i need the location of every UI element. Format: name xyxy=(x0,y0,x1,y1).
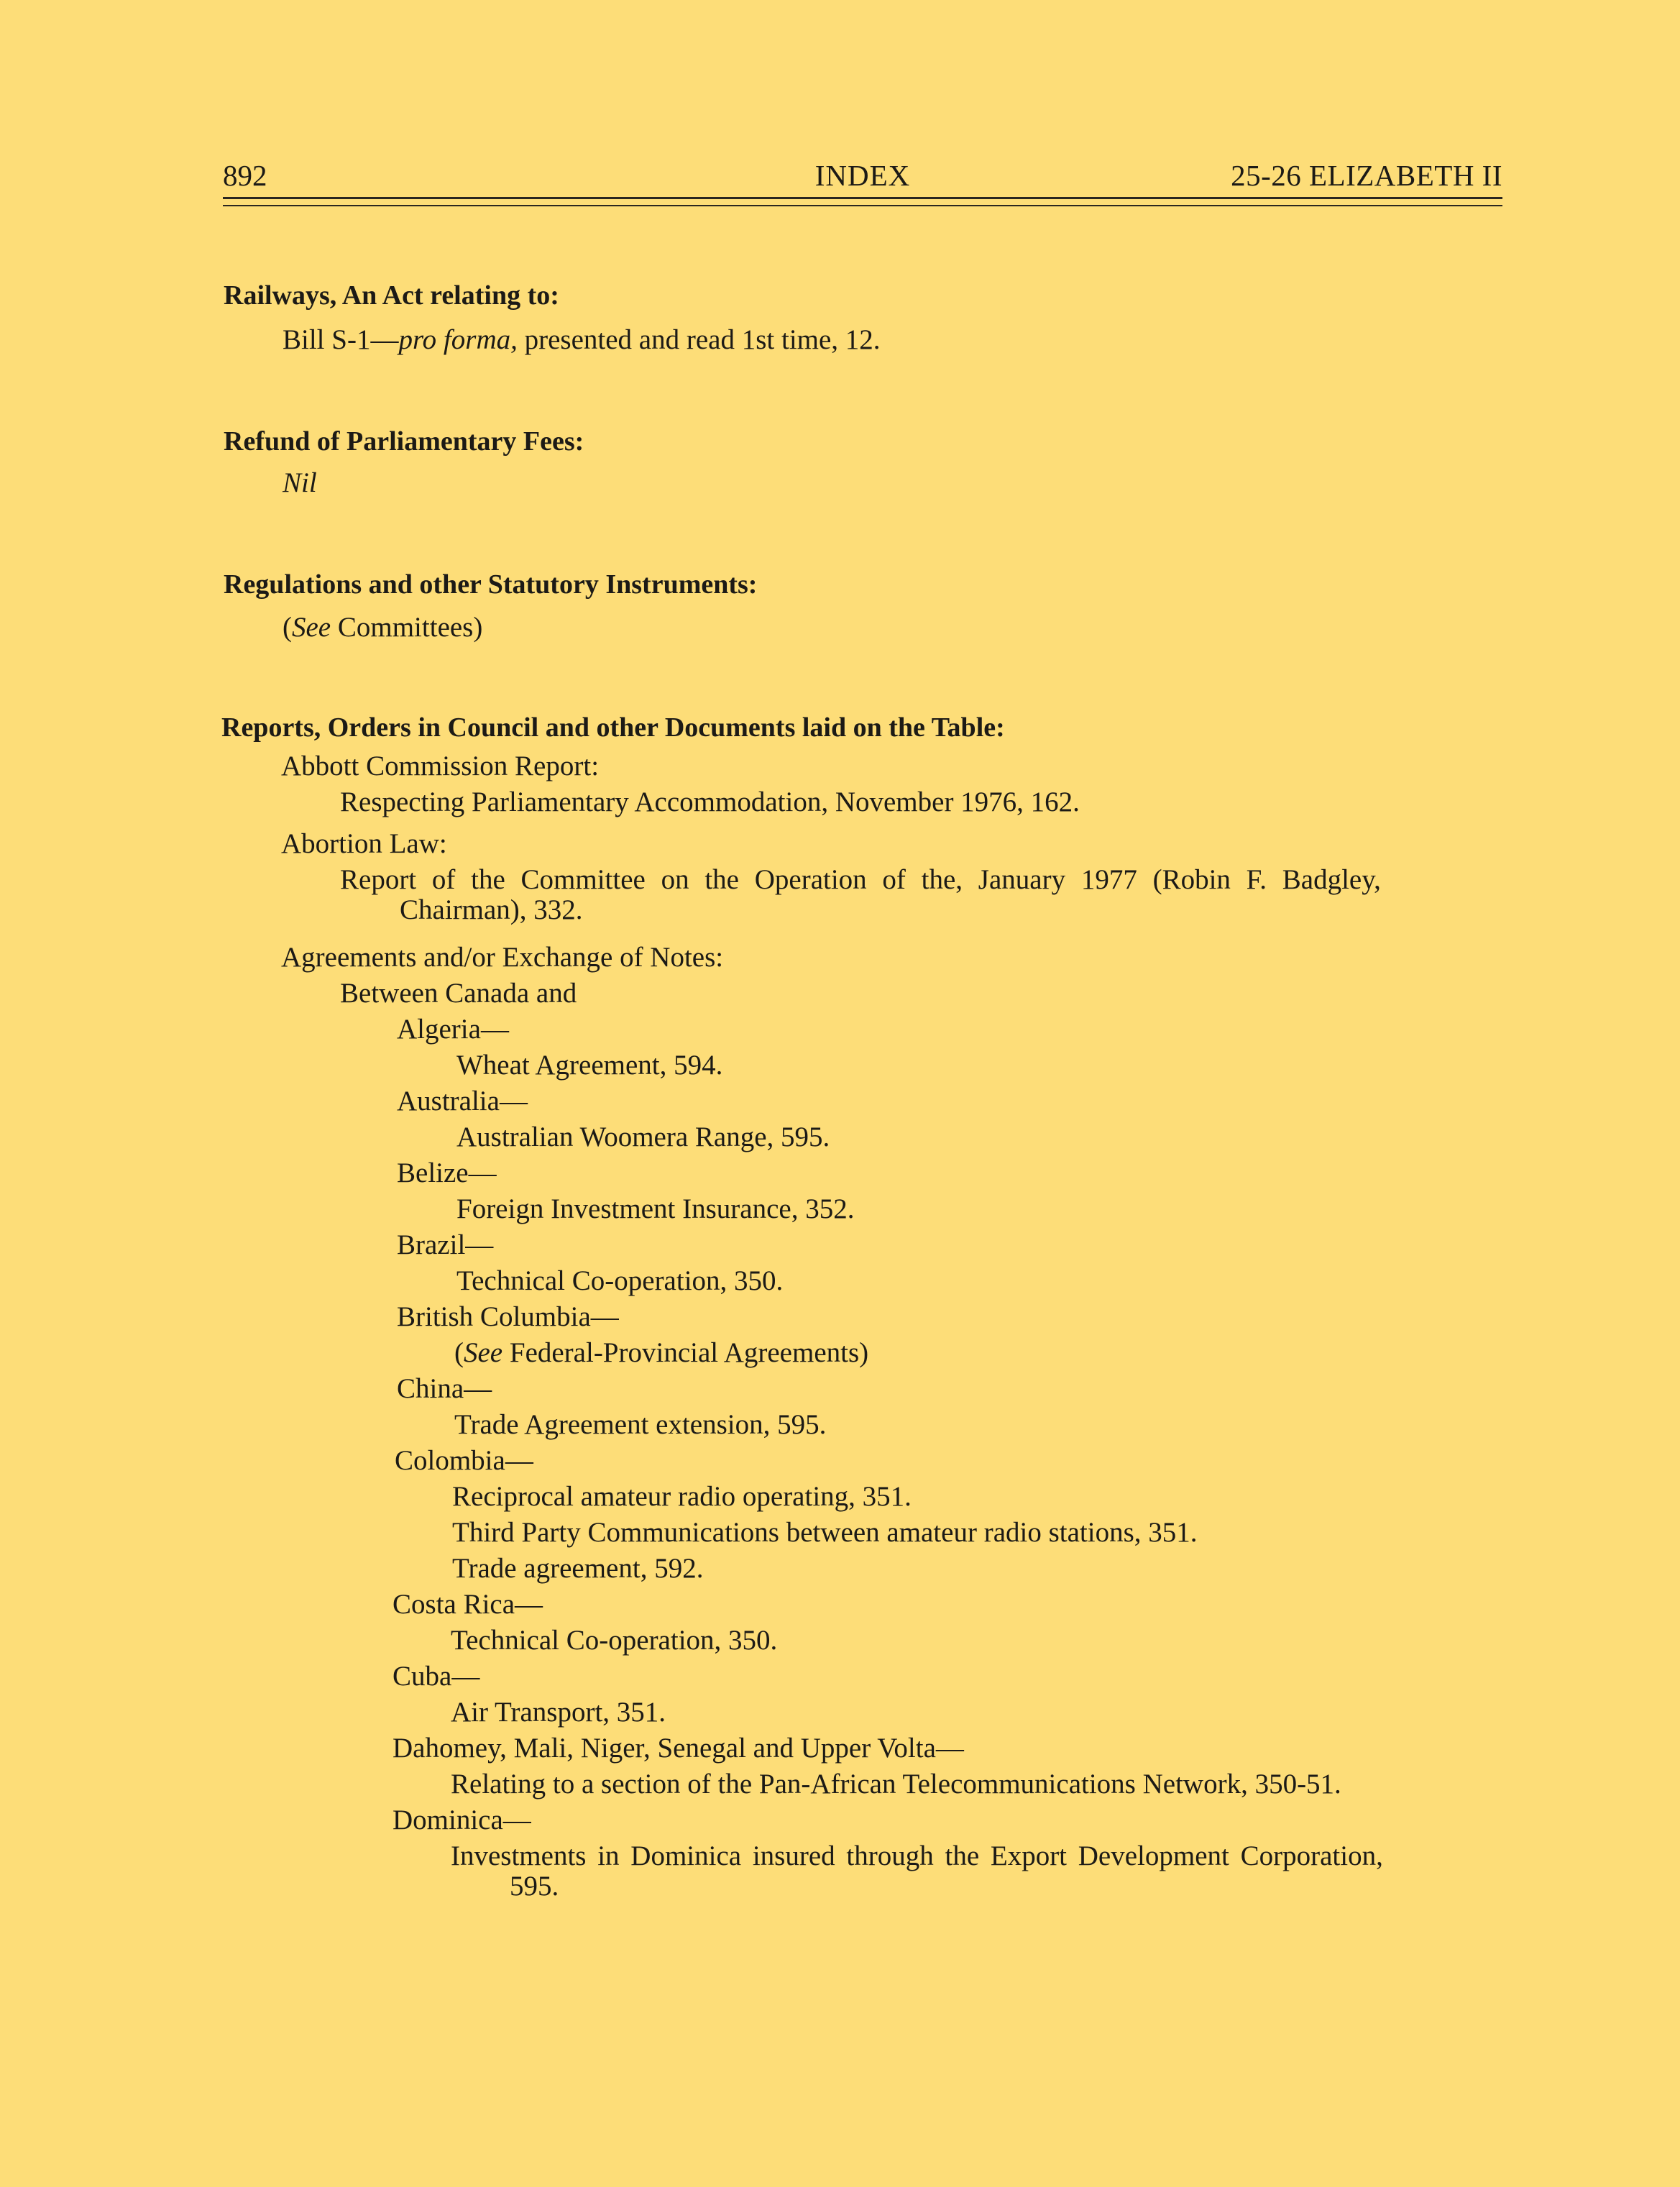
header-rule-bottom xyxy=(223,205,1502,206)
railways-bill-entry xyxy=(283,324,881,356)
bill-prefix: Bill S-1— xyxy=(283,324,399,355)
abbott-entry: Respecting Parliamentary Accommodation, November 1976, 162. xyxy=(340,787,1080,817)
bill-rest: presented and read 1st time, 12. xyxy=(517,324,881,355)
bill-pro-forma: pro forma, xyxy=(398,324,518,355)
country-name: Cuba— xyxy=(393,1661,480,1692)
country-entry: Third Party Communications between amateur radio stations, 351. xyxy=(452,1517,1198,1548)
country-entry: Trade agreement, 592. xyxy=(452,1553,704,1584)
country-name: Colombia— xyxy=(395,1445,533,1476)
abortion-heading: Abortion Law: xyxy=(281,828,447,859)
header-rule-top xyxy=(223,197,1502,199)
country-name: Dahomey, Mali, Niger, Senegal and Upper Volta— xyxy=(393,1733,964,1764)
country-entry: Technical Co-operation, 350. xyxy=(456,1265,784,1296)
regulations-see-entry xyxy=(283,612,482,643)
country-name: British Columbia— xyxy=(397,1301,619,1332)
railways-heading: Railways, An Act relating to: xyxy=(224,280,559,311)
country-name: Dominica— xyxy=(393,1805,531,1835)
regnal-year: 25-26 ELIZABETH II xyxy=(1231,159,1502,192)
country-entry: Technical Co-operation, 350. xyxy=(451,1625,778,1656)
country-entry-line2: 595. xyxy=(510,1871,559,1902)
see-italic: See xyxy=(292,612,331,643)
country-entry: Foreign Investment Insurance, 352. xyxy=(456,1193,855,1224)
country-entry: Relating to a section of the Pan-African Telecommunications Network, 350-51. xyxy=(451,1769,1341,1799)
abbott-heading: Abbott Commission Report: xyxy=(281,751,600,781)
reports-heading: Reports, Orders in Council and other Documents laid on the Table: xyxy=(221,712,1005,743)
see-rest: Federal-Provincial Agreements) xyxy=(502,1337,869,1368)
between-canada: Between Canada and xyxy=(340,978,577,1009)
country-entry: Trade Agreement extension, 595. xyxy=(454,1409,827,1440)
refund-value: Nil xyxy=(283,467,317,498)
see-open: ( xyxy=(283,612,292,643)
abortion-entry-line1: Report of the Committee on the Operation of the, January 1977 (Robin F. Badgley, xyxy=(340,864,1381,895)
country-name: Belize— xyxy=(397,1157,497,1188)
agreements-heading: Agreements and/or Exchange of Notes: xyxy=(281,942,724,973)
country-see-entry xyxy=(454,1337,868,1369)
country-entry-line1: Investments in Dominica insured through the Export Development Corporation, xyxy=(451,1840,1383,1871)
page-header xyxy=(223,152,1502,196)
country-entry: Reciprocal amateur radio operating, 351. xyxy=(452,1481,912,1512)
regulations-heading: Regulations and other Statutory Instruments: xyxy=(224,569,758,600)
abortion-entry-line2: Chairman), 332. xyxy=(400,894,583,925)
country-name: Algeria— xyxy=(397,1014,509,1045)
see-italic: See xyxy=(464,1337,503,1368)
country-name: China— xyxy=(397,1373,492,1404)
country-name: Brazil— xyxy=(397,1229,494,1260)
country-entry: Australian Woomera Range, 595. xyxy=(456,1122,830,1152)
refund-heading: Refund of Parliamentary Fees: xyxy=(224,426,584,457)
country-entry: Air Transport, 351. xyxy=(451,1697,666,1728)
country-name: Costa Rica— xyxy=(393,1589,543,1620)
country-entry: Wheat Agreement, 594. xyxy=(456,1050,723,1081)
page-number: 892 xyxy=(223,159,267,192)
country-name: Australia— xyxy=(397,1086,528,1117)
running-title: INDEX xyxy=(814,159,911,192)
see-rest: Committees) xyxy=(331,612,483,643)
see-open: ( xyxy=(454,1337,464,1368)
